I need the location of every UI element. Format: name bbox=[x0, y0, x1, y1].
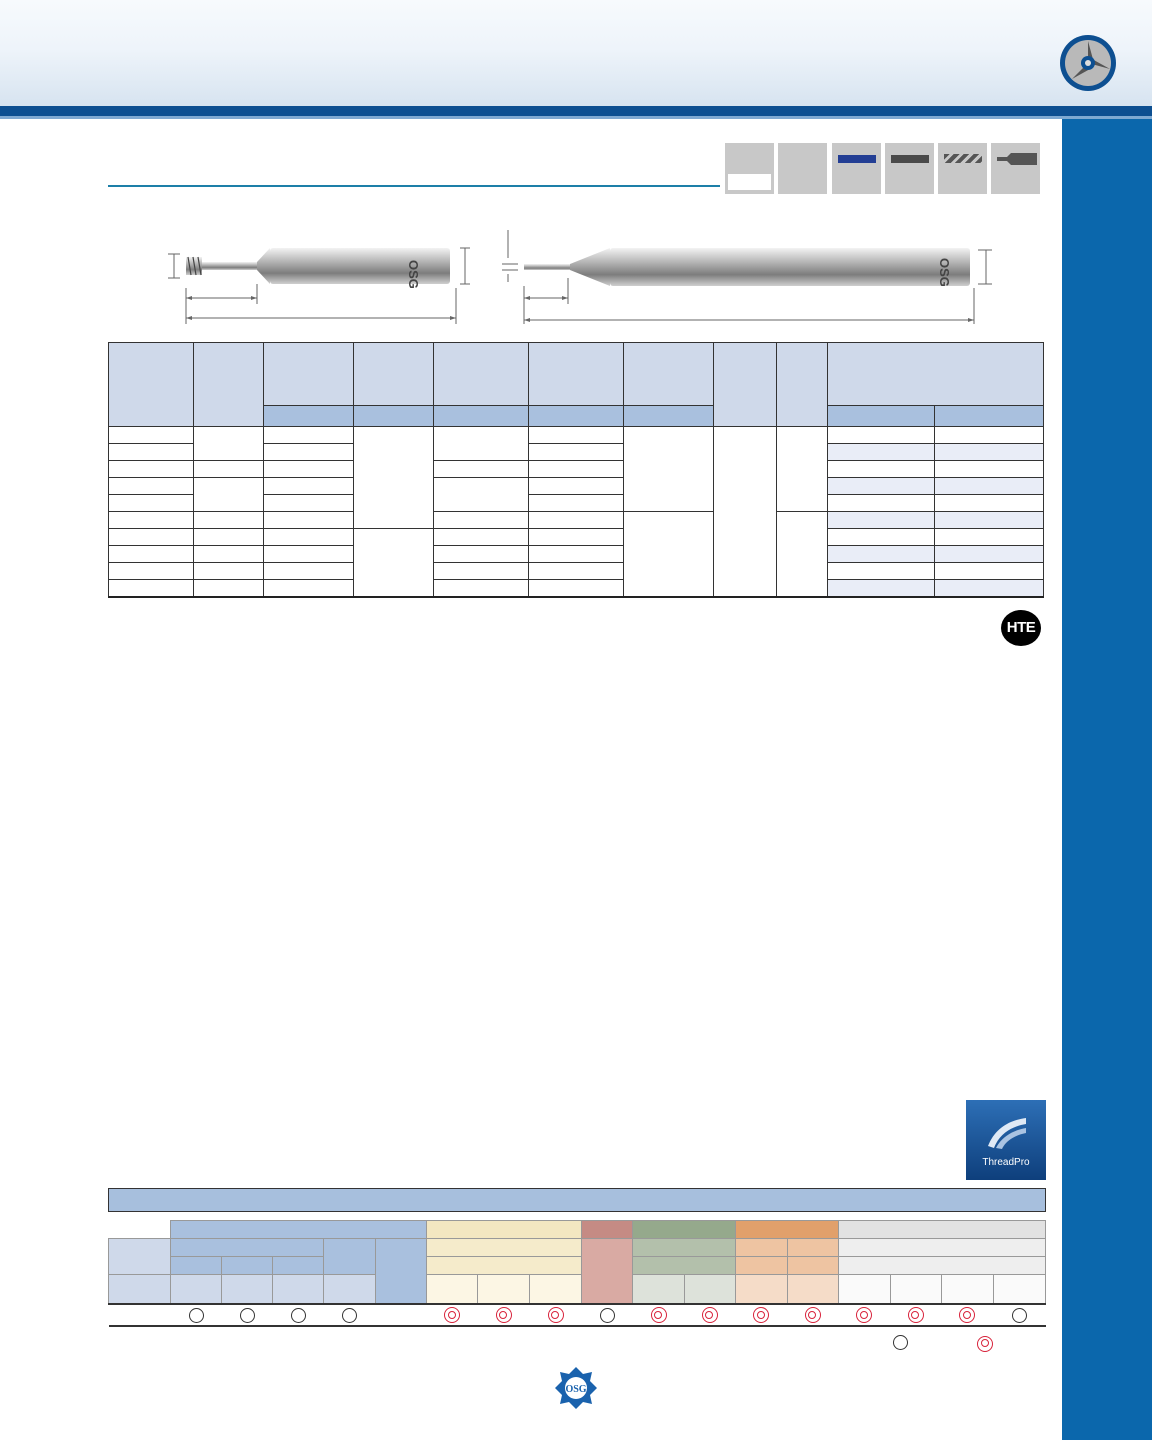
app-mark bbox=[582, 1304, 633, 1326]
spec-cell bbox=[109, 563, 194, 580]
spec-cell bbox=[714, 427, 777, 598]
app-group-hardened bbox=[633, 1221, 735, 1239]
double-circle-mark-icon bbox=[702, 1307, 718, 1323]
coating-tab-icon bbox=[725, 143, 774, 194]
spec-header bbox=[433, 343, 528, 406]
app-mark bbox=[633, 1304, 684, 1326]
spec-cell bbox=[193, 563, 263, 580]
app-group-other bbox=[838, 1221, 1045, 1239]
spec-cell bbox=[624, 427, 714, 512]
double-circle-mark-icon bbox=[908, 1307, 924, 1323]
spec-cell bbox=[263, 563, 353, 580]
spec-cell bbox=[528, 461, 624, 478]
app-cell bbox=[890, 1275, 941, 1305]
spec-cell bbox=[935, 444, 1044, 461]
app-cell bbox=[222, 1275, 273, 1305]
threadpro-label: ThreadPro bbox=[982, 1157, 1030, 1168]
spec-cell bbox=[109, 495, 194, 512]
app-mark bbox=[376, 1304, 427, 1326]
hte-badge: HTE bbox=[1001, 610, 1041, 646]
spec-cell bbox=[109, 427, 194, 444]
spec-cell bbox=[263, 478, 353, 495]
spec-cell bbox=[528, 512, 624, 529]
app-cell bbox=[993, 1275, 1045, 1305]
threadpro-swoosh-icon bbox=[986, 1116, 1028, 1152]
app-mark bbox=[324, 1304, 376, 1326]
spec-cell bbox=[935, 461, 1044, 478]
spec-cell bbox=[193, 478, 263, 512]
app-group-steel bbox=[171, 1221, 427, 1239]
spec-table bbox=[108, 342, 1044, 598]
svg-text:OSG: OSG bbox=[937, 258, 952, 287]
double-circle-mark-icon bbox=[753, 1307, 769, 1323]
spec-cell bbox=[777, 512, 828, 598]
spec-header bbox=[624, 343, 714, 406]
spec-cell bbox=[528, 478, 624, 495]
spec-cell bbox=[109, 580, 194, 598]
app-cell bbox=[633, 1275, 684, 1305]
spec-cell bbox=[433, 546, 528, 563]
app-mark bbox=[273, 1304, 324, 1326]
tool-cutter-emblem-icon bbox=[1058, 33, 1118, 93]
spec-cell bbox=[935, 563, 1044, 580]
tool-drawing-short bbox=[160, 238, 470, 328]
app-cell bbox=[684, 1275, 735, 1305]
app-row-label bbox=[109, 1239, 171, 1275]
app-corner bbox=[109, 1221, 171, 1239]
spec-cell bbox=[353, 427, 433, 529]
spec-cell bbox=[528, 444, 624, 461]
spec-cell bbox=[528, 563, 624, 580]
spec-cell bbox=[109, 512, 194, 529]
spec-header bbox=[528, 343, 624, 406]
spec-header bbox=[353, 343, 433, 406]
app-sub bbox=[582, 1239, 633, 1305]
app-row-label bbox=[109, 1304, 171, 1326]
app-sub bbox=[735, 1239, 787, 1257]
spec-cell bbox=[828, 563, 935, 580]
double-circle-mark-icon bbox=[444, 1307, 460, 1323]
spec-cell bbox=[935, 529, 1044, 546]
app-cell bbox=[838, 1275, 890, 1305]
double-circle-mark-icon bbox=[548, 1307, 564, 1323]
app-sub bbox=[171, 1239, 324, 1257]
spec-cell bbox=[193, 427, 263, 461]
spec-header bbox=[714, 343, 777, 427]
header-rule-light bbox=[0, 116, 1152, 119]
app-mark bbox=[787, 1304, 838, 1326]
spec-cell bbox=[828, 461, 935, 478]
title-underline bbox=[108, 185, 720, 187]
app-sub bbox=[633, 1257, 735, 1275]
spec-subheader bbox=[828, 406, 935, 427]
spec-cell bbox=[353, 529, 433, 598]
app-sub bbox=[324, 1239, 376, 1275]
double-circle-mark-icon bbox=[805, 1307, 821, 1323]
circle-mark-icon bbox=[600, 1308, 615, 1323]
app-sub bbox=[787, 1239, 838, 1257]
spec-cell bbox=[193, 546, 263, 563]
spec-header bbox=[828, 343, 1044, 406]
spec-cell bbox=[193, 529, 263, 546]
app-cell bbox=[787, 1275, 838, 1305]
svg-text:OSG: OSG bbox=[565, 1384, 587, 1395]
spec-cell bbox=[828, 444, 935, 461]
app-sub bbox=[222, 1257, 273, 1275]
legend-double-circle-mark-icon bbox=[977, 1336, 993, 1352]
double-circle-mark-icon bbox=[496, 1307, 512, 1323]
app-cell bbox=[324, 1275, 376, 1305]
spec-cell bbox=[528, 580, 624, 598]
spec-cell bbox=[193, 461, 263, 478]
tool-drawing-long bbox=[500, 228, 1000, 328]
spec-cell bbox=[528, 529, 624, 546]
app-mark bbox=[993, 1304, 1045, 1326]
application-table bbox=[108, 1220, 1046, 1327]
circle-mark-icon bbox=[240, 1308, 255, 1323]
app-cell bbox=[530, 1275, 582, 1305]
app-mark bbox=[838, 1304, 890, 1326]
app-sub bbox=[427, 1239, 582, 1257]
spec-cell bbox=[828, 580, 935, 598]
circle-mark-icon bbox=[291, 1308, 306, 1323]
spec-cell bbox=[935, 427, 1044, 444]
app-group-copper bbox=[735, 1221, 838, 1239]
spec-cell bbox=[828, 546, 935, 563]
app-cell bbox=[171, 1275, 222, 1305]
spec-cell bbox=[193, 512, 263, 529]
app-cell bbox=[273, 1275, 324, 1305]
spec-cell bbox=[935, 580, 1044, 598]
spec-subheader bbox=[528, 406, 624, 427]
spec-cell bbox=[263, 512, 353, 529]
app-mark bbox=[171, 1304, 222, 1326]
spec-cell bbox=[263, 546, 353, 563]
spec-cell bbox=[528, 546, 624, 563]
app-mark bbox=[684, 1304, 735, 1326]
app-cell bbox=[941, 1275, 993, 1305]
spec-header bbox=[263, 343, 353, 406]
app-mark bbox=[735, 1304, 787, 1326]
spec-cell bbox=[193, 580, 263, 598]
spec-cell bbox=[109, 478, 194, 495]
gray-bar-tab-icon bbox=[885, 143, 934, 194]
app-mark bbox=[530, 1304, 582, 1326]
app-sub bbox=[735, 1257, 787, 1275]
app-cell bbox=[478, 1275, 530, 1305]
app-sub bbox=[787, 1257, 838, 1275]
application-table-title bbox=[108, 1188, 1046, 1212]
app-sub bbox=[171, 1257, 222, 1275]
blank-tab-icon bbox=[778, 143, 827, 194]
spec-cell bbox=[433, 478, 528, 512]
app-mark bbox=[478, 1304, 530, 1326]
app-cell bbox=[735, 1275, 787, 1305]
app-mark bbox=[941, 1304, 993, 1326]
threadpro-badge bbox=[966, 1100, 1046, 1180]
spec-subheader bbox=[263, 406, 353, 427]
spec-cell bbox=[263, 444, 353, 461]
striped-bar-tab-icon bbox=[938, 143, 987, 194]
spec-cell bbox=[109, 546, 194, 563]
header-band bbox=[0, 0, 1152, 108]
spec-header bbox=[777, 343, 828, 427]
app-cell bbox=[427, 1275, 478, 1305]
spec-cell bbox=[433, 529, 528, 546]
app-sub bbox=[427, 1257, 582, 1275]
spec-header bbox=[109, 343, 194, 427]
app-mark bbox=[222, 1304, 273, 1326]
spec-cell bbox=[624, 512, 714, 598]
spec-subheader bbox=[935, 406, 1044, 427]
app-sub bbox=[633, 1239, 735, 1257]
spec-cell bbox=[935, 512, 1044, 529]
app-sub bbox=[376, 1239, 427, 1305]
spec-cell bbox=[433, 512, 528, 529]
spec-cell bbox=[433, 580, 528, 598]
app-row-label bbox=[109, 1275, 171, 1305]
app-sub bbox=[838, 1239, 1045, 1257]
double-circle-mark-icon bbox=[651, 1307, 667, 1323]
spec-cell bbox=[109, 461, 194, 478]
spec-cell bbox=[828, 512, 935, 529]
spec-cell bbox=[263, 495, 353, 512]
legend-circle-mark-icon bbox=[893, 1335, 908, 1350]
app-sub bbox=[273, 1257, 324, 1275]
app-group-stainless bbox=[427, 1221, 582, 1239]
spec-cell bbox=[935, 495, 1044, 512]
app-mark bbox=[890, 1304, 941, 1326]
spec-cell bbox=[263, 461, 353, 478]
spec-cell bbox=[828, 495, 935, 512]
spec-cell bbox=[777, 427, 828, 512]
spec-cell bbox=[263, 580, 353, 598]
spec-cell bbox=[528, 495, 624, 512]
spec-cell bbox=[935, 478, 1044, 495]
svg-text:OSG: OSG bbox=[406, 260, 421, 289]
spec-header bbox=[193, 343, 263, 427]
spec-cell bbox=[433, 563, 528, 580]
spec-cell bbox=[263, 529, 353, 546]
spec-subheader bbox=[624, 406, 714, 427]
spec-subheader bbox=[353, 406, 433, 427]
spec-cell bbox=[263, 427, 353, 444]
spec-cell bbox=[828, 478, 935, 495]
spec-cell bbox=[828, 529, 935, 546]
spec-subheader bbox=[433, 406, 528, 427]
spec-cell bbox=[433, 461, 528, 478]
spec-cell bbox=[109, 444, 194, 461]
app-sub bbox=[838, 1257, 1045, 1275]
header-rule bbox=[0, 106, 1152, 116]
spec-cell bbox=[109, 529, 194, 546]
spec-cell bbox=[528, 427, 624, 444]
double-circle-mark-icon bbox=[959, 1307, 975, 1323]
spec-cell bbox=[433, 427, 528, 461]
double-circle-mark-icon bbox=[856, 1307, 872, 1323]
osg-logo-icon bbox=[554, 1366, 598, 1410]
circle-mark-icon bbox=[342, 1308, 357, 1323]
app-mark bbox=[427, 1304, 478, 1326]
spec-cell bbox=[935, 546, 1044, 563]
spec-cell bbox=[828, 427, 935, 444]
circle-mark-icon bbox=[189, 1308, 204, 1323]
shank-tab-icon bbox=[991, 143, 1040, 194]
blue-bar-tab-icon bbox=[832, 143, 881, 194]
app-group-castiron bbox=[582, 1221, 633, 1239]
circle-mark-icon bbox=[1012, 1308, 1027, 1323]
section-sidebar bbox=[1062, 119, 1152, 1440]
